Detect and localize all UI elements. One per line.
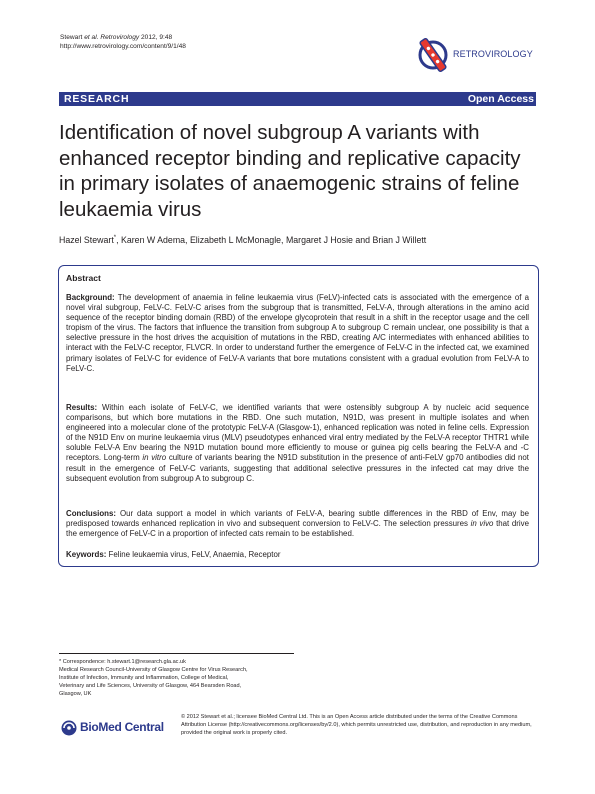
correspondence-footnote xyxy=(59,658,299,698)
affiliation-line: Medical Research Council-University of Glasgow Centre for Virus Research, xyxy=(59,667,248,674)
affiliation-line: Institute of Infection, Immunity and Inflammation, College of Medical, xyxy=(59,675,229,682)
abstract-keywords xyxy=(66,550,529,560)
section-band xyxy=(59,92,536,106)
conclusions-text-b: that drive the emergence of FeLV-C in a proportion of infected cats remain to be established. xyxy=(66,519,529,539)
conclusions-text-a: Our data support a model in which variants of FeLV-A, bearing subtle differences in the RBD of Env, may be predisposed towards enhanced replication in vivo and subsequent conversion to FeLV-C. The selection pressures xyxy=(66,509,529,529)
article-title: Identification of novel subgroup A variants with enhanced receptor binding and replicative capacity in primary isolates of anaemogenic strains of feline leukaemia virus xyxy=(59,121,521,221)
keywords-text: Feline leukaemia virus, FeLV, Anaemia, Receptor xyxy=(108,550,281,559)
article-type-label: RESEARCH xyxy=(64,93,130,105)
results-text-b: culture of variants bearing the N91D substitution in the presence of anti-FeLV gp70 antibodies did not result in the emergence of FeLV-C variants, suggesting that additional selective pressures in the infected cat may drive the subsequent evolution from subgroup A to subgroup C. xyxy=(66,453,530,483)
citation-authors: Stewart xyxy=(60,34,83,41)
background-label: Background: xyxy=(66,293,115,302)
article-url[interactable]: http://www.retrovirology.com/content/9/1/48 xyxy=(60,42,186,50)
publisher-logo-text: BioMed Central xyxy=(80,720,164,734)
correspondence-email[interactable]: * Correspondence: h.stewart.1@research.gla.ac.uk xyxy=(59,659,186,665)
journal-logo-text: RETROVIROLOGY xyxy=(453,49,533,59)
author-rest: , Karen W Adema, Elizabeth L McMonagle, Margaret J Hosie and Brian J Willett xyxy=(116,235,427,245)
corresponding-mark: * xyxy=(113,235,117,242)
citation-journal: et al. Retrovirology xyxy=(84,34,140,41)
citation-volume: 2012, 9:48 xyxy=(139,34,173,41)
author-first[interactable]: Hazel Stewart xyxy=(59,235,114,245)
open-access-label: Open Access xyxy=(467,93,534,105)
footnote-divider xyxy=(59,653,294,654)
biomed-central-logo xyxy=(59,714,179,740)
results-text-italic: in vitro xyxy=(142,453,167,463)
affiliation-line: Veterinary and Life Sciences, University of Glasgow, 464 Bearsden Road, xyxy=(59,683,242,690)
conclusions-label: Conclusions: xyxy=(66,509,116,518)
citation-header xyxy=(60,34,320,51)
affiliation-line: Glasgow, UK xyxy=(59,691,92,698)
citation-line xyxy=(60,34,320,43)
license-statement: © 2012 Stewart et al.; licensee BioMed Central Ltd. This is an Open Access article distributed under the terms of the Creative Commons Attribution License (http://creativecommons.org/licenses/by/2.0), which permits unrestricted use, distribution, and reproduction in any medium, provided the original work is properly cited. xyxy=(181,714,532,737)
keywords-label: Keywords: xyxy=(66,550,107,559)
abstract-results xyxy=(66,403,529,484)
abstract-background xyxy=(66,293,529,374)
abstract-heading: Abstract xyxy=(66,273,101,283)
conclusions-text-italic: in vivo xyxy=(470,519,494,529)
author-list xyxy=(59,235,539,245)
background-text: The development of anaemia in feline leukaemia virus (FeLV)-infected cats is associated with the emergence of a novel viral subgroup, FeLV-C. FeLV-C arises from the subgroup that is transmitted, FeLV-A, through alterations in the amino acid sequence of the receptor binding domain (RBD) of the envelope glycoprotein that result in a shift in the receptor usage and the cell tropism of the virus. The factors that influence the transition from subgroup A to subgroup C remain unclear, one possibility is that a selective pressure in the host drives the acquisition of mutations in the RBD, creating A/C intermediates with enhanced abilities to interact with the FeLV-C receptor, FLVCR. In order to understand further the emergence of FeLV-C in the infected cat, we examined primary isolates of FeLV-C for evidence of FeLV-A variants that bore mutations consistent with a gradual evolution from FeLV-A to FeLV-C. xyxy=(66,293,529,373)
abstract-conclusions xyxy=(66,509,529,539)
results-label: Results: xyxy=(66,403,98,412)
results-text-a: Within each isolate of FeLV-C, we identified variants that were ostensibly subgroup A by nucleic acid sequence comparisons, but which bore mutations in the RBD. One such mutation, N91D, was present in multiple isolates and when engineered into a molecular clone of the prototypic FeLV-A (Glasgow-1), enhanced replication was noted in feline cells. Expression of the N91D Env on murine leukaemia virus (MLV) pseudotypes enhanced viral entry mediated by the FeLV-A receptor THTR1 while soluble FeLV-A Env bearing the N91D mutation bound more efficiently to mouse or guinea pig cells bearing the FeLV-A and -C receptors. Long-term xyxy=(66,403,529,463)
